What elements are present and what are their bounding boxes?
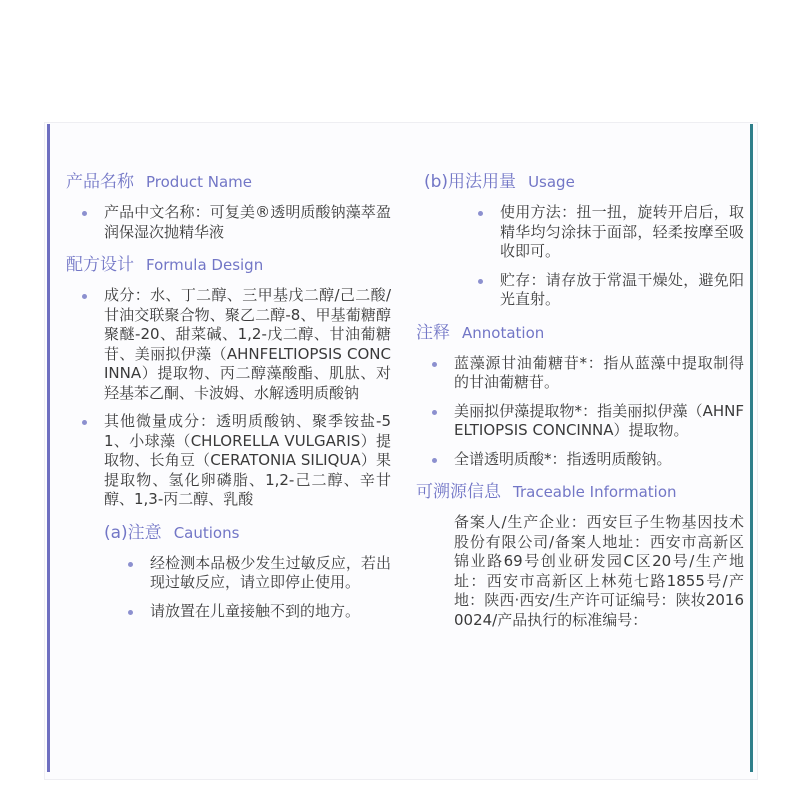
list-item: 使用方法：扭一扭，旋转开启后，取精华均匀涂抹于面部，轻柔按摩至吸收即可。	[500, 203, 744, 260]
heading-traceable	[416, 481, 744, 503]
heading-cn: 配方设计	[66, 255, 134, 275]
heading-en: Product Name	[146, 173, 252, 191]
heading-cn: (b)用法用量	[424, 172, 517, 192]
list-item: 成分：水、丁二醇、三甲基戊二醇/己二酸/甘油交联聚合物、聚乙二醇-8、甲基葡糖醇聚醚-20、甜菜碱、1,2-戊二醇、甘油葡糖苷、美丽拟伊藻（AHNFELTIOPSIS CONCINNA）提取物、丙二醇藻酸酯、肌肽、对羟基苯乙酮、卡波姆、水解透明质酸钠	[104, 286, 391, 402]
heading-cn: 产品名称	[66, 172, 134, 192]
left-rule	[47, 124, 50, 772]
annotation-list	[454, 354, 744, 470]
list-item: 产品中文名称：可复美®透明质酸钠藻萃盈润保湿次抛精华液	[104, 203, 391, 241]
heading-annotation	[416, 322, 744, 344]
right-rule	[750, 124, 753, 772]
list-item: 贮存：请存放于常温干燥处，避免阳光直射。	[500, 270, 744, 308]
product-name-list	[104, 203, 391, 242]
heading-en: Annotation	[462, 323, 545, 342]
list-item: 其他微量成分：透明质酸钠、聚季铵盐-51、小球藻（CHLORELLA VULGARIS）提取物、长角豆（CERATONIA SILIQUA）果提取物、氢化卵磷脂、1,2-己二醇、辛甘醇、1,3-丙二醇、乳酸	[104, 412, 391, 508]
heading-cautions	[104, 522, 391, 544]
heading-en: Usage	[528, 173, 575, 191]
list-item: 蓝藻源甘油葡糖苷*：指从蓝藻中提取制得的甘油葡糖苷。	[454, 353, 744, 391]
formula-list	[104, 286, 391, 510]
heading-en: Cautions	[173, 523, 240, 542]
list-item: 美丽拟伊藻提取物*：指美丽拟伊藻（AHNFELTIOPSIS CONCINNA）提取物。	[454, 401, 744, 439]
heading-en: Formula Design	[146, 256, 264, 274]
heading-en: Traceable Information	[513, 483, 677, 501]
heading-cn: 注释	[416, 322, 450, 343]
left-column	[66, 171, 391, 633]
heading-cn: 可溯源信息	[416, 482, 501, 502]
heading-product-name	[66, 171, 391, 193]
heading-cn: (a)注意	[104, 522, 162, 543]
right-column	[416, 171, 744, 630]
list-item: 全谱透明质酸*：指透明质酸钠。	[454, 450, 744, 470]
heading-usage	[424, 171, 744, 193]
traceable-text: 备案人/生产企业：西安巨子生物基因技术股份有限公司/备案人地址：西安市高新区锦业路69号创业研发园C区20号/生产地址：西安市高新区上林苑七路1855号/产地：陕西·西安/生产许可证编号：陕妆20160024/产品执行的标准编号：	[454, 513, 744, 629]
usage-list	[500, 203, 744, 310]
list-item: 请放置在儿童接触不到的地方。	[150, 602, 391, 622]
list-item: 经检测本品极少发生过敏反应，若出现过敏反应，请立即停止使用。	[150, 553, 391, 591]
heading-formula	[66, 254, 391, 276]
cautions-list	[150, 554, 391, 622]
